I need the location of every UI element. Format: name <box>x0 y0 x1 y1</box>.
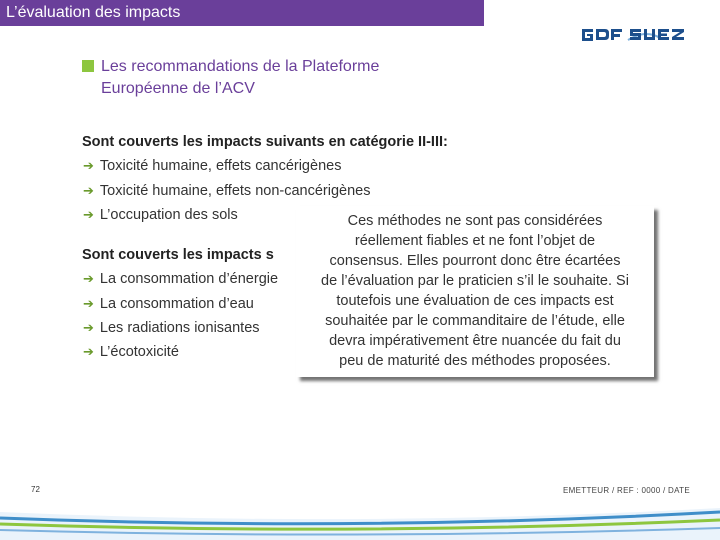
callout-line: Ces méthodes ne sont pas considérées <box>347 213 603 229</box>
arrow-right-icon: ➔ <box>83 182 94 198</box>
arrow-right-icon: ➔ <box>83 295 94 311</box>
arrow-right-icon: ➔ <box>83 319 94 335</box>
callout-line: peu de maturité des méthodes proposées. <box>339 353 611 369</box>
list-item: ➔ Les radiations ionisantes <box>83 319 260 336</box>
arrow-right-icon: ➔ <box>83 158 94 174</box>
callout-line: de l’évaluation par le praticien s’il le souhaite. Si <box>321 273 629 289</box>
list-lead: Sont couverts les impacts suivants en catégorie II-III: <box>82 134 448 150</box>
arrow-right-icon: ➔ <box>83 344 94 360</box>
page-number: 72 <box>31 485 40 494</box>
callout-line: souhaitée par le commanditaire de l’étude, elle <box>325 313 625 329</box>
heading-line-1: Les recommandations de la Plateforme <box>101 58 380 75</box>
list-item: ➔ L’occupation des sols <box>83 206 238 223</box>
section-heading <box>82 56 482 100</box>
list-lead: Sont couverts les impacts s <box>82 247 274 263</box>
square-bullet-icon <box>82 60 94 72</box>
list-item: ➔ La consommation d’eau <box>83 295 254 312</box>
callout-line: toutefois une évaluation de ces impacts est <box>336 293 614 309</box>
callout-note <box>296 206 654 377</box>
callout-pointer <box>276 206 296 261</box>
list-item: ➔ L’écotoxicité <box>83 344 179 361</box>
callout-line: réellement fiables et ne font l’objet de <box>354 233 596 249</box>
gdf-suez-logo <box>580 24 692 44</box>
footer-swoosh <box>0 498 720 540</box>
footer-reference: EMETTEUR / REF : 0000 / DATE <box>563 486 690 495</box>
slide-title: L’évaluation des impacts <box>0 0 484 26</box>
list-item: ➔ Toxicité humaine, effets non-cancérigènes <box>83 182 371 199</box>
callout-line: devra impérativement être nuancée du fait du <box>329 333 621 349</box>
list-item: ➔ Toxicité humaine, effets cancérigènes <box>83 158 342 175</box>
heading-line-2: Européenne de l’ACV <box>101 80 255 97</box>
list-item: ➔ La consommation d’énergie <box>83 271 279 288</box>
arrow-right-icon: ➔ <box>83 271 94 287</box>
arrow-right-icon: ➔ <box>83 206 94 222</box>
impacts-list-second <box>82 244 278 364</box>
callout-line: consensus. Elles pourront donc être écartées <box>329 253 621 269</box>
